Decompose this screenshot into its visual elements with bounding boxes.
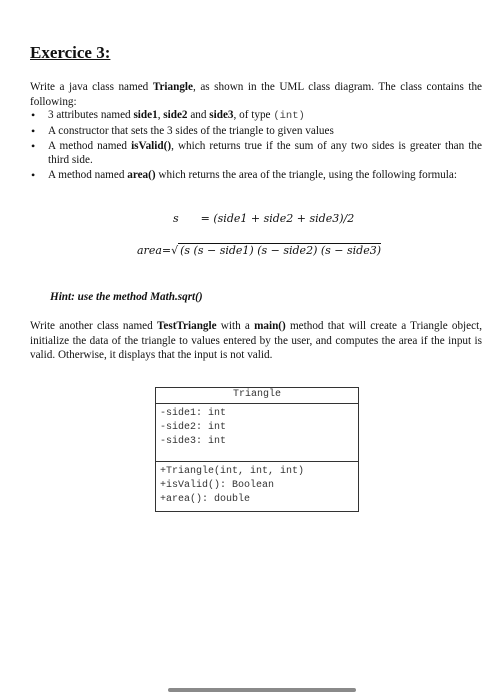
intro-paragraph bbox=[30, 80, 482, 109]
formula-rhs: = (side1 + side2 + side3)/2 bbox=[200, 212, 355, 225]
semi-perimeter-formula bbox=[173, 212, 354, 225]
intro-text-2: , as shown in the UML class diagram. The class contains the following: bbox=[30, 81, 483, 108]
list-item-text: , of type bbox=[233, 109, 274, 121]
method-name: area() bbox=[127, 169, 156, 181]
area-formula bbox=[137, 244, 381, 257]
attribute-name: side3 bbox=[209, 109, 234, 121]
second-paragraph bbox=[30, 319, 482, 363]
hint-text: Hint: use the method Math.sqrt() bbox=[50, 291, 203, 303]
list-item-text: and bbox=[187, 109, 210, 121]
uml-methods bbox=[156, 462, 358, 511]
formula-lhs: s bbox=[173, 212, 179, 225]
uml-method: +area(): double bbox=[160, 494, 251, 505]
sqrt-symbol: √ bbox=[171, 244, 179, 257]
uml-attributes bbox=[156, 404, 358, 462]
list-item-text: , bbox=[157, 109, 164, 121]
uml-attribute: -side3: int bbox=[160, 436, 227, 447]
uml-class-diagram bbox=[155, 387, 359, 512]
uml-attribute: -side2: int bbox=[160, 422, 227, 433]
list-item-text: 3 attributes named bbox=[48, 109, 134, 121]
home-indicator-bar[interactable] bbox=[168, 688, 356, 692]
list-item-attributes bbox=[30, 108, 482, 123]
paragraph-text: with a bbox=[216, 320, 255, 332]
main-method-name: main() bbox=[254, 320, 286, 332]
intro-class-name: Triangle bbox=[152, 81, 194, 93]
test-class-name: TestTriangle bbox=[156, 320, 217, 332]
uml-method: +Triangle(int, int, int) bbox=[160, 466, 305, 477]
uml-class-name: Triangle bbox=[156, 388, 358, 404]
uml-attribute: -side1: int bbox=[160, 408, 227, 419]
list-item-isvalid bbox=[30, 139, 482, 167]
attribute-name: side1 bbox=[133, 109, 158, 121]
formula-rhs: (s (s − side1) (s − side2) (s − side3) bbox=[180, 244, 382, 257]
list-item-constructor bbox=[30, 124, 482, 138]
list-item-text: A method named bbox=[48, 140, 132, 152]
type-label: (int) bbox=[273, 110, 305, 122]
method-name: isValid() bbox=[131, 140, 172, 152]
intro-text-1: Write a java class named bbox=[30, 81, 153, 93]
formula-lhs: area= bbox=[137, 244, 172, 257]
paragraph-text: Write another class named bbox=[30, 320, 157, 332]
requirements-list bbox=[30, 108, 482, 183]
list-item-text: A constructor that sets the 3 sides of the triangle to given values bbox=[48, 125, 334, 137]
list-item-text: which returns the area of the triangle, using the following formula: bbox=[155, 169, 457, 181]
list-item-text: , which returns true if the sum of any two sides is greater than the third side. bbox=[48, 140, 482, 166]
exercise-title: Exercice 3: bbox=[30, 43, 111, 62]
list-item-area bbox=[30, 168, 482, 182]
paragraph-text: method that will create a Triangle object, initialize the data of the triangle to values entered by the user, and computes the area if the input is valid. Otherwise, it displays that the input is not valid. bbox=[30, 320, 482, 361]
list-item-text: A method named bbox=[48, 169, 128, 181]
uml-method: +isValid(): Boolean bbox=[160, 480, 275, 491]
attribute-name: side2 bbox=[163, 109, 188, 121]
